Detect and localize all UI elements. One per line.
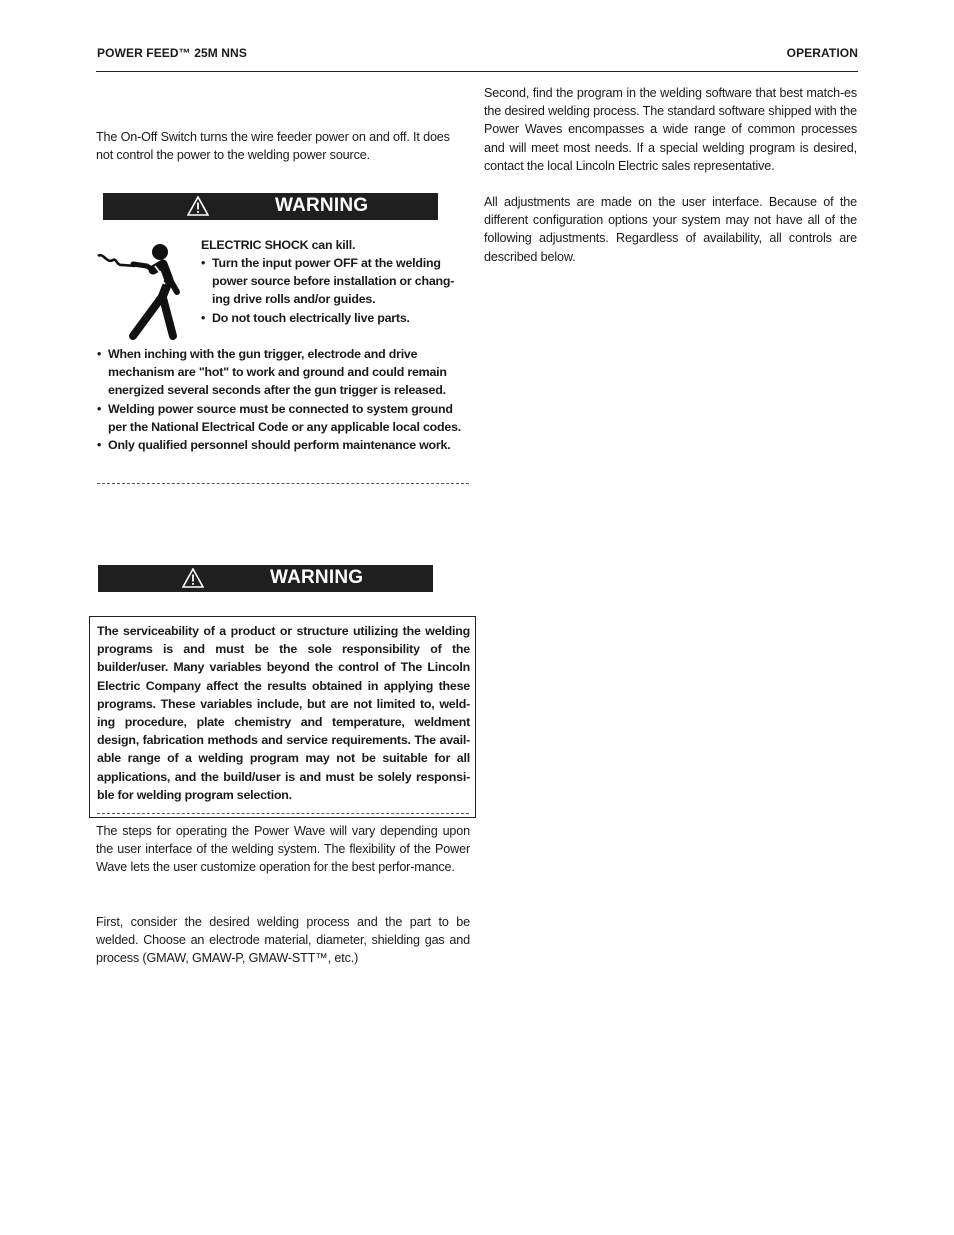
- warning-triangle-icon: [182, 568, 204, 588]
- adjustments-paragraph: All adjustments are made on the user interface. Because of the different configuration options your system may not have all of the following adjustments. Regardless of availability, all controls are described below.: [484, 195, 857, 264]
- header-rule: [96, 71, 858, 72]
- warning-item: • When inching with the gun trigger, electrode and drive mechanism are "hot" to work and ground and could remain energized several seconds after the gun trigger is released.: [97, 345, 471, 400]
- document-title: POWER FEED™ 25M NNS: [97, 46, 247, 60]
- on-off-paragraph: The On-Off Switch turns the wire feeder power on and off. It does not control the power to the welding power source.: [96, 130, 450, 163]
- shock-list: [201, 254, 470, 327]
- warning-banner-1: [103, 193, 438, 220]
- second-paragraph: Second, find the program in the welding software that best match-es the desired welding process. The standard software shipped with the Power Waves encompasses a wide range of common processes and will meet most needs. If a special welding program is desired, contact the local Lincoln Electric sales representative.: [484, 86, 857, 173]
- warning-triangle-icon: [187, 196, 209, 216]
- serviceability-text: The serviceability of a product or structure utilizing the welding programs is and must be the sole responsibility of the builder/user. Many variables beyond the control of The Lincoln Electric Company affect the results obtained in applying these programs. These variables include, but are not limited to, weld-ing procedure, plate chemistry and temperature, weldment design, fabrication methods and service requirements. The avail-able range of a welding program may not be suitable for all applications, and the build/user is and must be solely responsi-ble for welding program selection.: [97, 624, 470, 802]
- electric-shock-figure-icon: [95, 240, 200, 342]
- dashed-divider-1: [97, 483, 469, 484]
- warning-label-2: WARNING: [270, 567, 364, 588]
- shock-title: ELECTRIC SHOCK can kill.: [201, 238, 356, 252]
- warning-label-1: WARNING: [275, 195, 369, 216]
- shock-item: • Turn the input power OFF at the welding power source before installation or chang-ing drive rolls and/or guides.: [201, 254, 470, 309]
- section-title: OPERATION: [786, 46, 858, 60]
- dashed-divider-2: [97, 813, 469, 814]
- warning-list: [97, 345, 471, 454]
- warning-item: • Welding power source must be connected to system ground per the National Electrical Code or any applicable local codes.: [97, 400, 471, 436]
- steps-paragraph: The steps for operating the Power Wave will vary depending upon the user interface of the welding system. The flexibility of the Power Wave lets the user customize operation for the best perfor-mance.: [96, 824, 470, 875]
- shock-item: • Do not touch electrically live parts.: [201, 309, 470, 327]
- warning-banner-2: [98, 565, 433, 592]
- warning-item: • Only qualified personnel should perform maintenance work.: [97, 436, 471, 454]
- first-paragraph: First, consider the desired welding process and the part to be welded. Choose an electrode material, diameter, shielding gas and process (GMAW, GMAW-P, GMAW-STT™, etc.): [96, 915, 470, 966]
